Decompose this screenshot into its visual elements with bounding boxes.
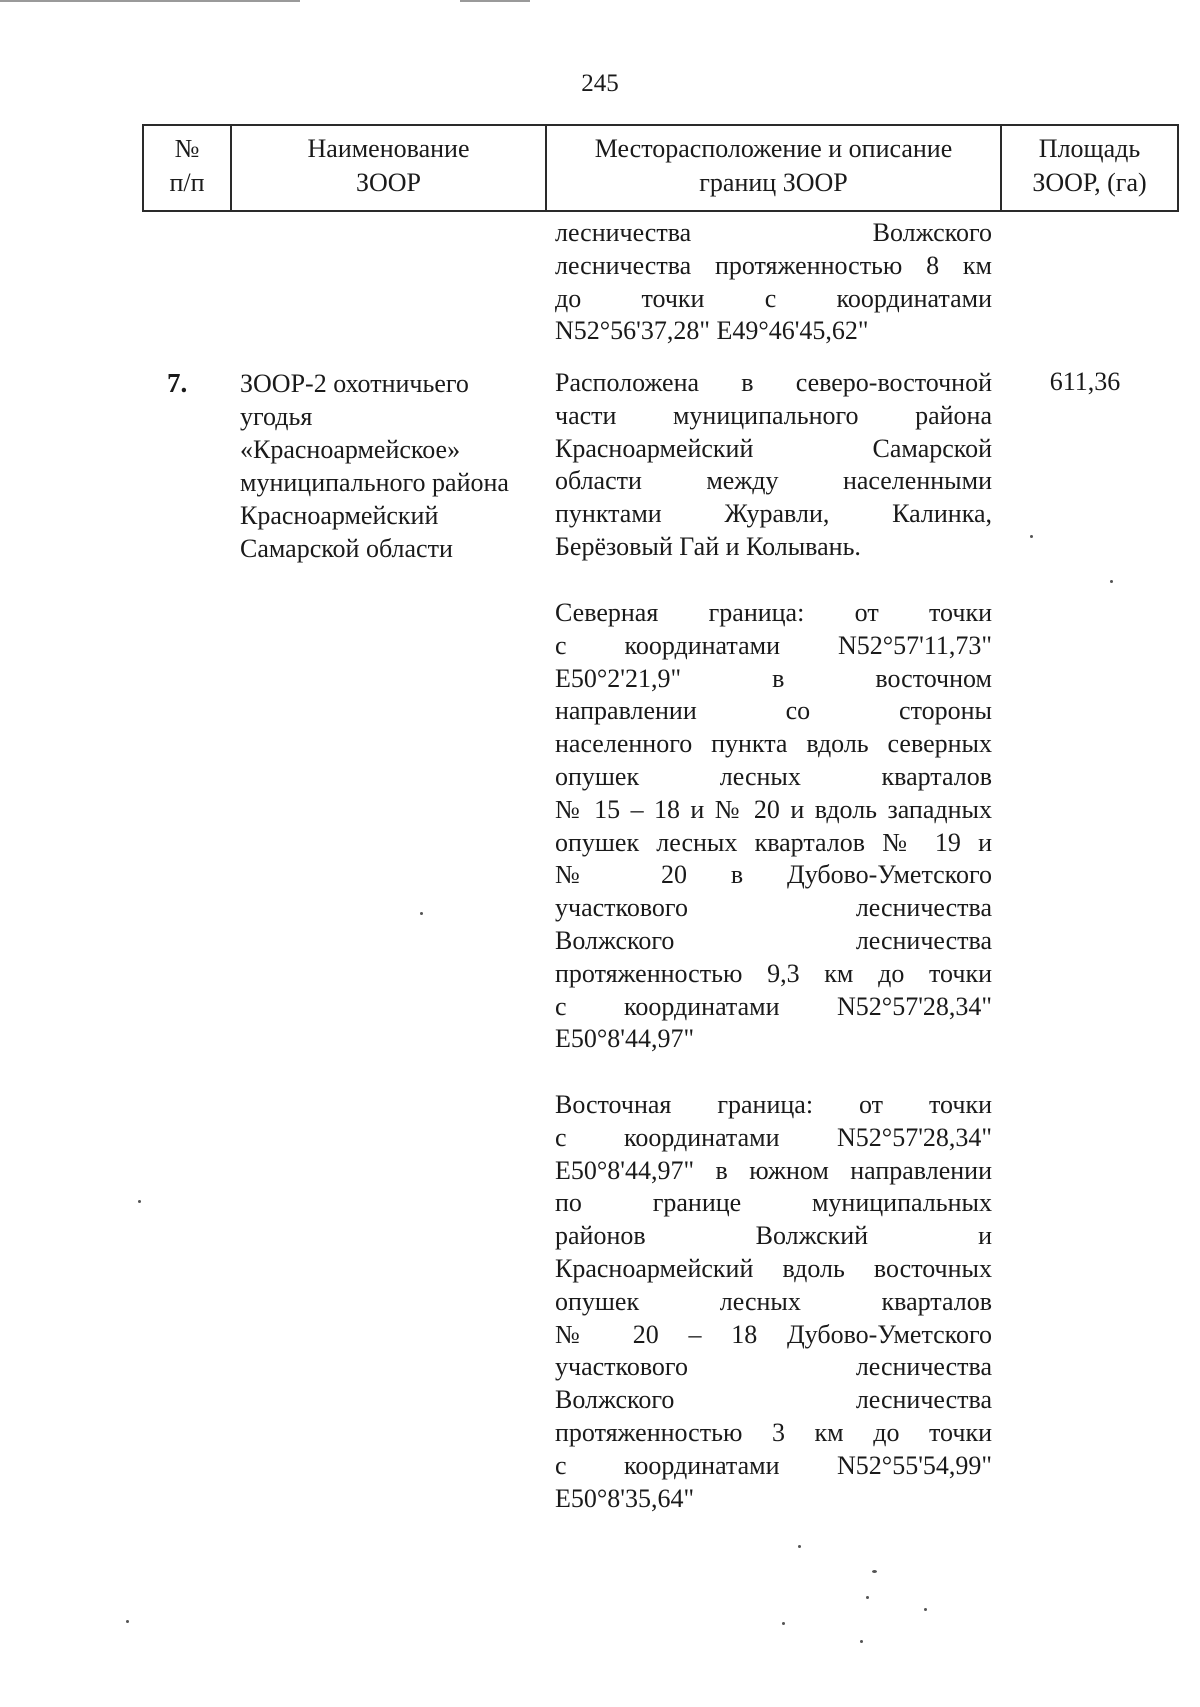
text-line: Берёзовый Гай и Колывань. (555, 531, 861, 561)
header-number: № п/п (143, 125, 231, 211)
header-location: Месторасположение и описание границ ЗООР (546, 125, 1001, 211)
text-line: протяженностью 3 км до точки (555, 1417, 992, 1447)
east-boundary (555, 1089, 992, 1515)
row-number: 7. (167, 368, 188, 398)
zone-description (555, 367, 992, 564)
text-line: Северная граница: от точки (555, 598, 992, 627)
scan-edge-line (0, 0, 300, 2)
text-line: E50°2'21,9" в восточном (555, 663, 992, 693)
text-line: лесничества протяженностью 8 км (555, 250, 992, 280)
scan-speck (782, 1622, 785, 1625)
continuation-paragraph (555, 217, 992, 348)
scan-speck (798, 1545, 801, 1548)
text-line: с координатами N52°57'28,34" (555, 991, 992, 1021)
text-line: с координатами N52°55'54,99" (555, 1450, 992, 1480)
zone-name: ЗООР-2 охотничьего угодья «Красноармейское» муниципального района Красноармейский Самарской области (240, 369, 509, 563)
text-line: лесничества Волжского (555, 218, 992, 247)
scan-speck (1030, 535, 1033, 538)
text-line: направлении со стороны (555, 696, 992, 726)
text-line: с координатами N52°57'28,34" (555, 1122, 992, 1152)
scan-speck (860, 1640, 863, 1643)
text-line: участкового лесничества (555, 893, 992, 923)
continuation-text (555, 217, 992, 348)
text-line: N52°56'37,28" E49°46'45,62" (555, 316, 869, 346)
text-line: Расположена в северо-восточной (555, 368, 992, 397)
header-area: Площадь ЗООР, (га) (1001, 125, 1178, 211)
text-line: протяженностью 9,3 км до точки (555, 958, 992, 988)
text-line: населенного пункта вдоль северных (555, 729, 992, 759)
east-boundary-paragraph (555, 1089, 992, 1515)
text-line: № 20 – 18 Дубово-Уметского (555, 1319, 992, 1349)
text-line: Красноармейский вдоль восточных (555, 1253, 992, 1283)
text-line: Волжского лесничества (555, 1385, 992, 1415)
intro-paragraph (555, 367, 992, 564)
text-line: до точки с координатами (555, 283, 992, 313)
text-line: опушек лесных кварталов № 19 и (555, 827, 992, 857)
table-header-row (143, 125, 1178, 211)
text-line: с координатами N52°57'11,73" (555, 630, 992, 660)
text-line: E50°8'44,97" (555, 1024, 695, 1054)
text-line: Волжского лесничества (555, 925, 992, 955)
scan-speck (1110, 580, 1113, 583)
scan-speck (138, 1200, 141, 1203)
north-boundary-paragraph (555, 597, 992, 1056)
text-line: опушек лесных кварталов (555, 761, 992, 791)
scan-speck (924, 1608, 927, 1611)
zone-area: 611,36 (1049, 367, 1121, 396)
text-line: № 15 – 18 и № 20 и вдоль западных (555, 794, 992, 824)
text-line: по границе муниципальных (555, 1188, 992, 1218)
text-line: E50°8'35,64" (555, 1483, 695, 1513)
text-line: Красноармейский Самарской (555, 433, 992, 463)
text-line: E50°8'44,97" в южном направлении (555, 1155, 992, 1185)
scan-speck (866, 1596, 869, 1599)
page-number: 245 (581, 70, 619, 97)
scan-edge-line (460, 0, 530, 2)
text-line: участкового лесничества (555, 1352, 992, 1382)
text-line: районов Волжский и (555, 1221, 992, 1251)
scan-speck (872, 1570, 877, 1573)
text-line: части муниципального района (555, 400, 992, 430)
text-line: № 20 в Дубово-Уметского (555, 860, 992, 890)
text-line: опушек лесных кварталов (555, 1286, 992, 1316)
table-header (142, 124, 1179, 212)
scan-speck (126, 1620, 129, 1623)
text-line: пунктами Журавли, Калинка, (555, 499, 992, 529)
header-name: Наименование ЗООР (231, 125, 546, 211)
text-line: области между населенными (555, 466, 992, 496)
text-line: Восточная граница: от точки (555, 1090, 992, 1119)
north-boundary (555, 597, 992, 1056)
scan-speck (420, 912, 423, 915)
